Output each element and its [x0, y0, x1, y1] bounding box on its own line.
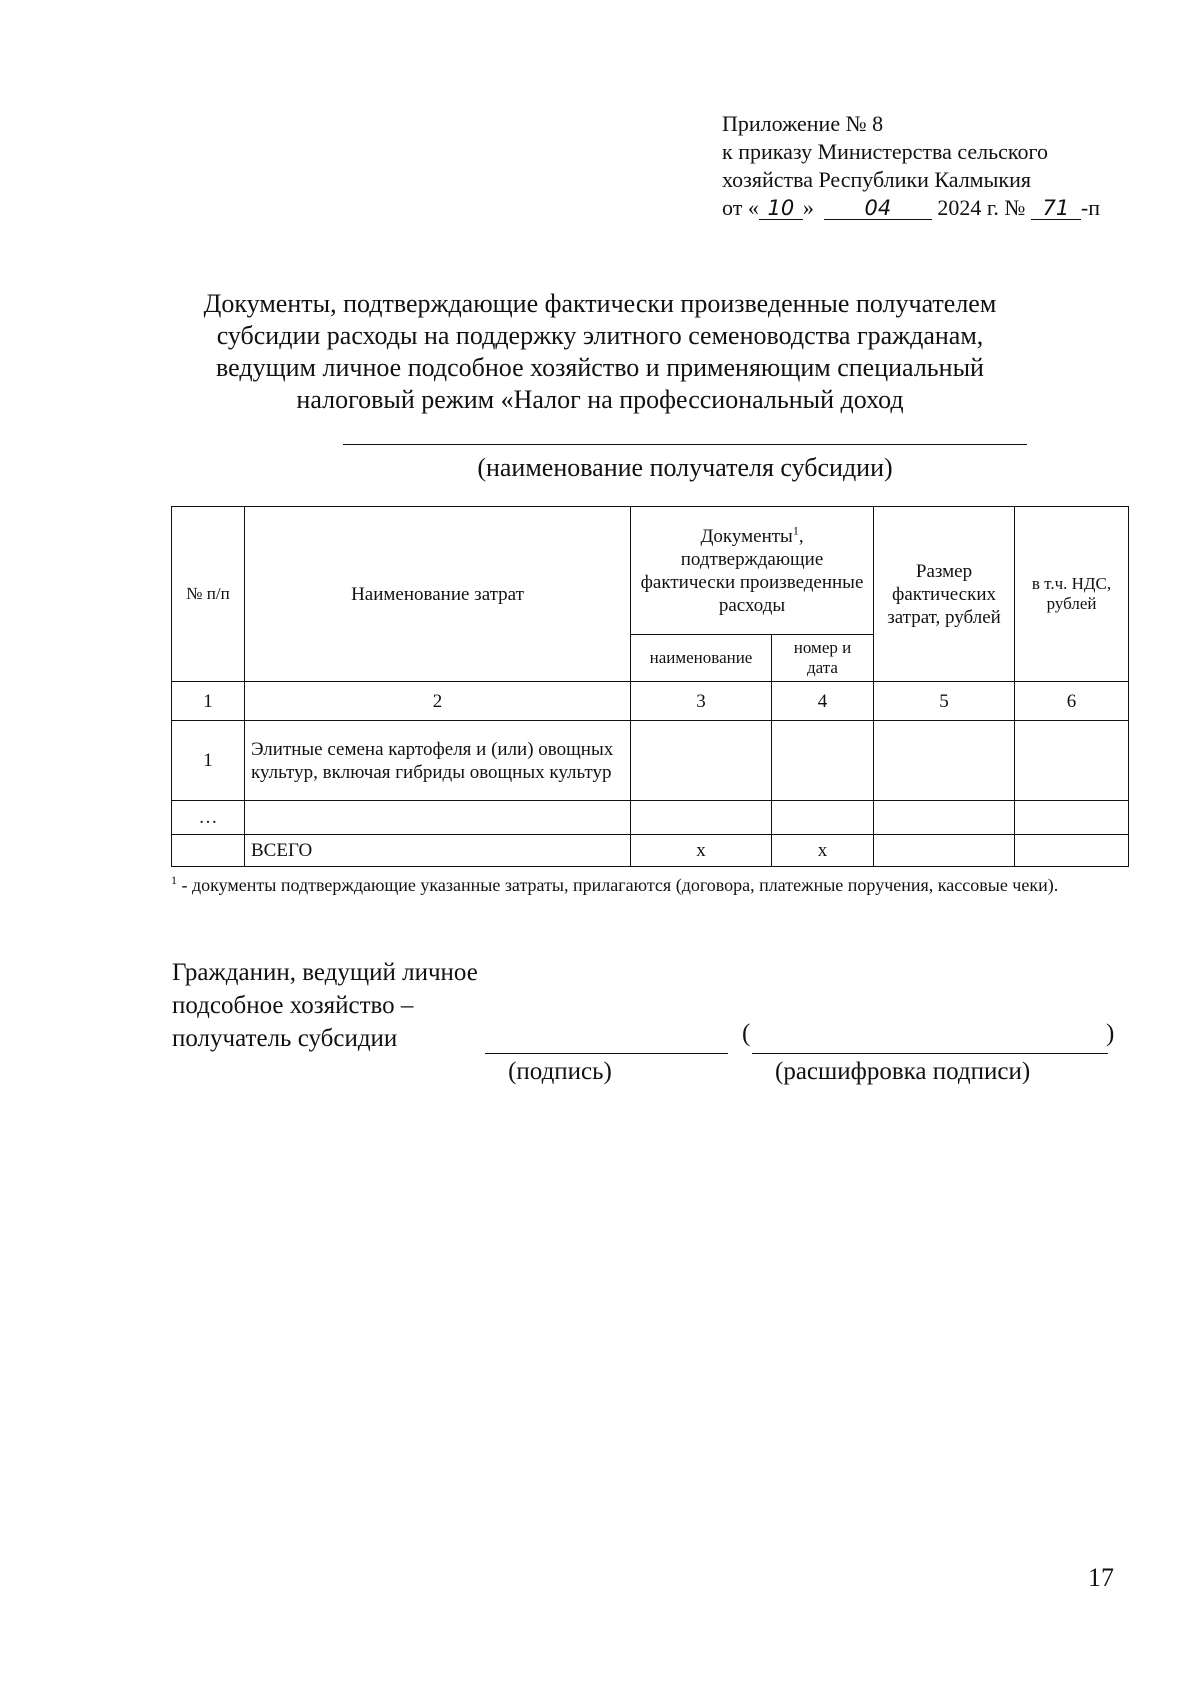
- col-number: 1: [172, 682, 245, 721]
- table-row: [172, 801, 1129, 835]
- title-line-3: ведущим личное подсобное хозяйство и применяющим специальный: [216, 353, 984, 382]
- appendix-order-line: к приказу Министерства сельского: [722, 139, 1048, 164]
- row-doc-name: [631, 721, 772, 801]
- row-num: 1: [172, 721, 245, 801]
- header-documents: [631, 507, 874, 635]
- title-line-4: налоговый режим «Налог на профессиональный доход: [296, 385, 904, 414]
- table-header-row: [172, 507, 1129, 635]
- appendix-header: [722, 110, 1100, 222]
- total-num: [172, 835, 245, 867]
- handwritten-month: 04: [824, 197, 932, 220]
- row-num: …: [172, 801, 245, 835]
- col-number: 5: [874, 682, 1015, 721]
- document-title: [150, 288, 1050, 416]
- row-cost-name: [245, 801, 631, 835]
- row-vat: [1015, 801, 1129, 835]
- appendix-title: Приложение № 8: [722, 111, 884, 136]
- header-num: № п/п: [172, 507, 245, 682]
- row-doc-numdate: [772, 721, 874, 801]
- row-vat: [1015, 721, 1129, 801]
- signature-decode-line: [752, 1053, 1108, 1054]
- row-doc-name: [631, 801, 772, 835]
- row-amount: [874, 721, 1015, 801]
- handwritten-day: 10: [759, 197, 803, 220]
- header-doc-numdate: номер и дата: [772, 635, 874, 682]
- signer-line-2: подсобное хозяйство –: [172, 992, 414, 1019]
- order-suffix: -п: [1080, 195, 1100, 220]
- column-number-row: [172, 682, 1129, 721]
- total-doc-name: x: [631, 835, 772, 867]
- header-documents-rest: , подтверждающие фактически произведенные расходы: [640, 525, 864, 616]
- appendix-date-line: [722, 194, 1100, 222]
- page-number: 17: [1088, 1563, 1114, 1592]
- header-amount: Размер фактических затрат, рублей: [874, 507, 1015, 682]
- total-row: [172, 835, 1129, 867]
- col-number: 2: [245, 682, 631, 721]
- signature-caption: (подпись): [508, 1058, 612, 1085]
- title-line-2: субсидии расходы на поддержку элитного семеноводства гражданам,: [216, 321, 984, 350]
- costs-table: [171, 506, 1129, 867]
- signature-block: [172, 956, 478, 1055]
- col-number: 4: [772, 682, 874, 721]
- row-cost-name: Элитные семена картофеля и (или) овощных культур, включая гибриды овощных культур: [245, 721, 631, 801]
- header-cost-name: Наименование затрат: [245, 507, 631, 682]
- signer-line-3: получатель субсидии: [172, 1025, 398, 1052]
- col-number: 6: [1015, 682, 1129, 721]
- title-line-1: Документы, подтверждающие фактически произведенные получателем: [203, 289, 997, 318]
- paren-open: (: [742, 1020, 751, 1047]
- signer-line-1: Гражданин, ведущий личное: [172, 959, 478, 986]
- header-vat: в т.ч. НДС, рублей: [1015, 507, 1129, 682]
- recipient-name-line: [343, 444, 1027, 445]
- total-vat: [1015, 835, 1129, 867]
- quote-close: »: [802, 195, 814, 220]
- recipient-caption: (наименование получателя субсидии): [477, 453, 893, 482]
- signature-line: [485, 1053, 728, 1054]
- signature-decode-caption: (расшифровка подписи): [775, 1058, 1031, 1085]
- footnote-text: - документы подтверждающие указанные затраты, прилагаются (договора, платежные поручения, кассовые чеки).: [177, 875, 1059, 895]
- total-doc-numdate: x: [772, 835, 874, 867]
- row-doc-numdate: [772, 801, 874, 835]
- total-amount: [874, 835, 1015, 867]
- footnote-marker: 1: [171, 873, 177, 887]
- header-documents-label: Документы: [700, 525, 793, 547]
- year-text: 2024 г. №: [937, 195, 1026, 220]
- table-row: [172, 721, 1129, 801]
- header-doc-name: наименование: [631, 635, 772, 682]
- row-amount: [874, 801, 1015, 835]
- paren-close: ): [1106, 1020, 1115, 1047]
- total-label: ВСЕГО: [245, 835, 631, 867]
- date-prefix: от «: [722, 195, 759, 220]
- footnote: [171, 872, 1128, 898]
- col-number: 3: [631, 682, 772, 721]
- handwritten-order-number: 71: [1031, 197, 1081, 220]
- appendix-ministry-line: хозяйства Республики Калмыкия: [722, 167, 1031, 192]
- footnote-ref: 1: [792, 523, 799, 538]
